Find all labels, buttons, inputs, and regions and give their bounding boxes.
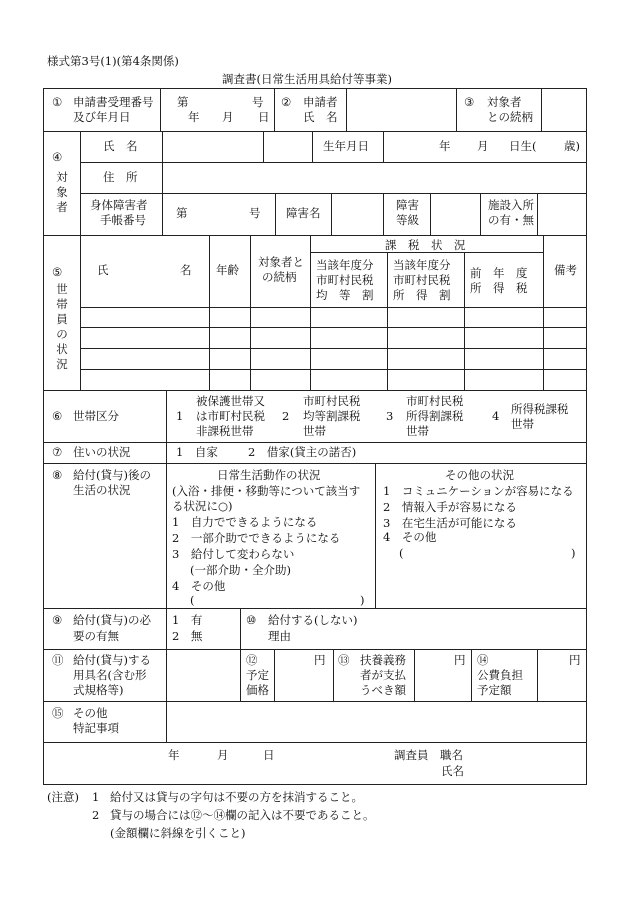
household-vertical-label: 世帯員の状況 [56,282,68,371]
other-option-2: 2 情報入手が容易になる [383,500,517,514]
support-label-3: うべき額 [360,683,406,697]
daily-option-2: 2 一部介助でできるようになる [172,531,341,545]
price-yen: 円 [314,653,326,667]
form-number: 様式第3号(1)(第4条関係) [47,54,179,68]
daily-instruction: (入浴・排便・移動等について該当す [172,484,361,498]
handbook-dai: 第 [176,206,188,220]
item-num: ⑪ [52,653,64,667]
sign-day: 日 [263,748,275,762]
applicant-num: ② [281,95,292,109]
tax-col1-2: 市町村民税 [316,273,374,287]
daily-option-3: 3 給付して変わらない [172,547,295,561]
class-option-4-num: 4 [492,409,500,423]
age: 歳) [564,139,580,153]
class-option-3-3: 世帯 [406,424,429,438]
housing-option-1: 1 自家 [176,445,218,459]
disability-name-label: 障害名 [286,206,321,220]
name-col-2: 名 [180,263,192,277]
daily-option-4: 4 その他 [172,579,226,593]
handbook-go: 号 [249,206,261,220]
daily-title: 日常生活動作の状況 [217,468,321,482]
app-go: 号 [252,95,264,109]
daily-instruction-2: る状況に○) [172,499,233,513]
grade-label-2: 等級 [396,213,419,227]
reason-num: ⑩ [246,613,257,627]
note-2-num: 2 [92,808,100,822]
birth-year: 年 [439,139,451,153]
inspector-label: 調査員 職名 [394,748,463,762]
app-month: 月 [222,110,234,124]
application-label-2: 及び年月日 [73,110,131,124]
need-label-2: 要の有無 [73,629,119,643]
public-label-2: 予定額 [477,683,512,697]
price-num: ⑫ [246,653,258,667]
other-open: ( [399,546,404,560]
tax-col2-2: 市町村民税 [393,273,451,287]
facility-label: 施設入所 [488,198,534,212]
other-option-3: 3 在宅生活が可能になる [383,516,517,530]
caution-label: (注意) [47,790,79,804]
housing-option-2: 2 借家(貸主の諾否) [248,445,357,459]
price-label: 予定 [246,668,269,682]
need-yes: 1 有 [172,613,203,627]
class-option-3-2: 所得割課税 [406,409,464,423]
birth-day: 日生( [509,139,537,153]
daily-option-1: 1 自力でできるようになる [172,515,318,529]
item-label-2: 用具名(含む形 [73,668,147,682]
name-col: 氏 [97,263,109,277]
other-option-1: 1 コミュニケーションが容易になる [383,484,574,498]
class-option-3: 市町村民税 [406,394,464,408]
remarks-col: 備考 [554,263,577,277]
handbook-label: 身体障害者 [90,198,148,212]
applicant-label: 申請者 [303,95,338,109]
housing-label: 住いの状況 [73,445,131,459]
housing-num: ⑦ [52,445,63,459]
birth-label: 生年月日 [323,139,369,153]
class-option-3-num: 3 [386,409,394,423]
birth-month: 月 [477,139,489,153]
notes-label-2: 特記事項 [73,721,119,735]
app-day: 日 [258,110,270,124]
class-num: ⑥ [52,409,63,423]
life-num: ⑧ [52,468,63,482]
need-label: 給付(貸与)の必 [73,613,151,627]
daily-other-close: ) [360,593,365,607]
address-label: 住 所 [103,170,138,184]
sign-year: 年 [168,748,180,762]
need-num: ⑨ [52,613,63,627]
class-option-2-2: 均等割課税 [303,409,361,423]
note-1-num: 1 [92,790,100,804]
handbook-label-2: 手帳番号 [100,213,146,227]
relation-col-2: の続柄 [262,270,297,284]
need-no: 2 無 [172,629,203,643]
relation-label-2: との続柄 [487,110,533,124]
name-label: 氏 名 [103,139,138,153]
class-option-1-num: 1 [176,409,184,423]
price-label-2: 価格 [246,683,269,697]
class-option-1-2: は市町村民税 [196,409,265,423]
row1-num: ① [52,95,63,109]
note-3: (金額欄に斜線を引くこと) [110,826,246,840]
tax-col2: 当該年度分 [393,258,451,272]
age-col: 年齢 [216,263,239,277]
relation-num: ③ [464,95,475,109]
page-title: 調査書(日常生活用具給付等事業) [222,72,392,86]
applicant-label-2: 氏 名 [303,110,338,124]
note-1: 給付又は貸与の字句は不要の方を抹消すること。 [110,790,363,804]
other-option-4: 4 その他 [383,530,437,544]
class-option-2-3: 世帯 [303,424,326,438]
public-yen: 円 [569,653,581,667]
tax-col2-3: 所 得 割 [393,288,451,302]
reason-label-2: 理由 [268,629,291,643]
support-label: 扶養義務 [360,653,406,667]
life-label-2: 生活の状況 [73,483,131,497]
daily-other-open: ( [190,593,195,607]
support-num: ⑬ [338,653,350,667]
app-year: 年 [188,110,200,124]
class-option-2: 市町村民税 [303,394,361,408]
public-num: ⑭ [477,653,489,667]
tax-status-header: 課 税 状 況 [385,238,466,252]
relation-col: 対象者と [258,255,304,269]
other-title: その他の状況 [445,468,514,482]
relation-label: 対象者 [487,95,522,109]
tax-col3: 前 年 度 [470,266,528,280]
class-option-4-2: 世帯 [511,417,534,431]
facility-label-2: の有・無 [488,213,534,227]
class-option-1: 被保護世帯又 [196,394,265,408]
application-label: 申請書受理番号 [73,95,154,109]
class-option-2-num: 2 [282,409,290,423]
note-2: 貸与の場合には⑫〜⑭欄の記入は不要であること。 [110,808,375,822]
subject-vertical-label: 対象者 [56,170,68,214]
support-label-2: 者が支払 [360,668,406,682]
reason-label: 給付する(しない) [268,613,358,627]
class-option-4: 所得税課税 [511,402,569,416]
support-yen: 円 [454,653,466,667]
inspector-name-label: 氏名 [441,764,464,778]
tax-col1-3: 均 等 割 [316,288,374,302]
grade-label: 障害 [396,198,419,212]
life-label: 給付(貸与)後の [73,468,151,482]
daily-option-3-sub: (一部介助・全介助) [190,563,291,577]
item-label-3: 式規格等) [73,683,124,697]
subject-num: ④ [52,150,63,164]
tax-col1: 当該年度分 [316,258,374,272]
item-label: 給付(貸与)する [73,653,151,667]
class-label: 世帯区分 [73,409,119,423]
household-num: ⑤ [52,265,63,279]
notes-label: その他 [73,706,108,720]
other-close: ) [571,546,576,560]
app-dai: 第 [177,95,189,109]
sign-month: 月 [217,748,229,762]
class-option-1-3: 非課税世帯 [196,424,254,438]
public-label: 公費負担 [477,668,523,682]
notes-num: ⑮ [52,706,64,720]
tax-col3-2: 所 得 税 [470,281,528,295]
